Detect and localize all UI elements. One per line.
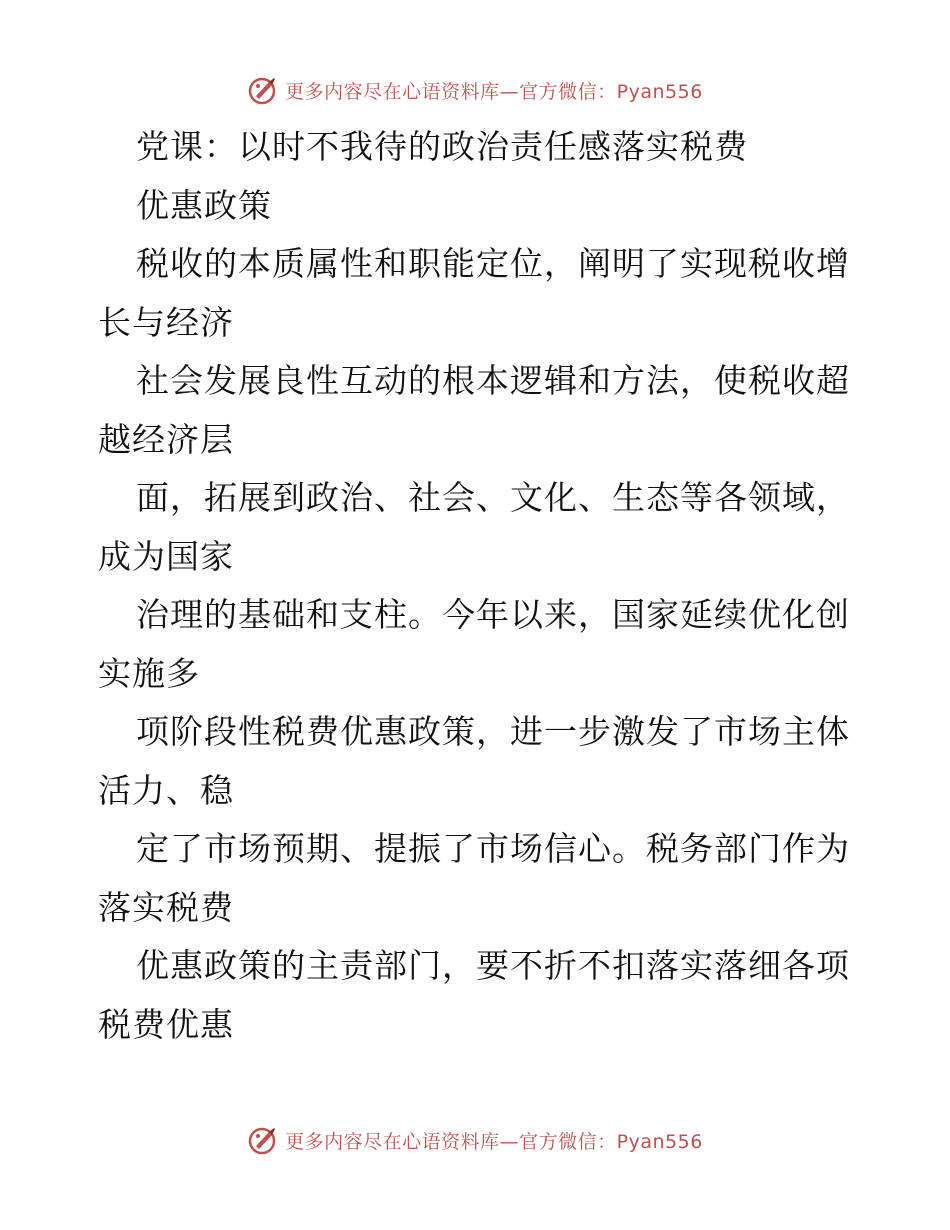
header-banner-text: 更多内容尽在心语资料库—官方微信：Pyan556 (285, 80, 703, 103)
paragraph-line: 成为国家 (98, 536, 234, 576)
paragraph-line: 税费优惠 (98, 1004, 234, 1044)
paragraph-line: 治理的基础和支柱。今年以来，国家延续优化创 (136, 595, 850, 634)
paragraph-line: 实施多 (98, 653, 200, 693)
pen-logo-icon (247, 74, 279, 106)
title-line: 优惠政策 (136, 185, 272, 225)
footer-banner (0, 1120, 950, 1160)
title-line: 党课：以时不我待的政治责任感落实税费 (136, 127, 748, 166)
paragraph-line: 长与经济 (98, 302, 234, 342)
footer-banner-text: 更多内容尽在心语资料库—官方微信：Pyan556 (285, 1130, 703, 1153)
paragraph-line: 社会发展良性互动的根本逻辑和方法，使税收超 (136, 361, 850, 400)
paragraph-line: 税收的本质属性和职能定位，阐明了实现税收增 (136, 244, 850, 283)
paragraph-line: 定了市场预期、提振了市场信心。税务部门作为 (136, 829, 850, 868)
paragraph-line: 面，拓展到政治、社会、文化、生态等各领域， (136, 478, 850, 517)
paragraph-line: 落实税费 (98, 887, 234, 927)
header-banner (0, 70, 950, 110)
paragraph-line: 优惠政策的主责部门，要不折不扣落实落细各项 (136, 946, 850, 985)
paragraph-line: 活力、稳 (98, 770, 234, 810)
paragraph-line: 越经济层 (98, 419, 234, 459)
pen-logo-icon (247, 1124, 279, 1156)
document-body (98, 118, 898, 1054)
paragraph-line: 项阶段性税费优惠政策，进一步激发了市场主体 (136, 712, 850, 751)
